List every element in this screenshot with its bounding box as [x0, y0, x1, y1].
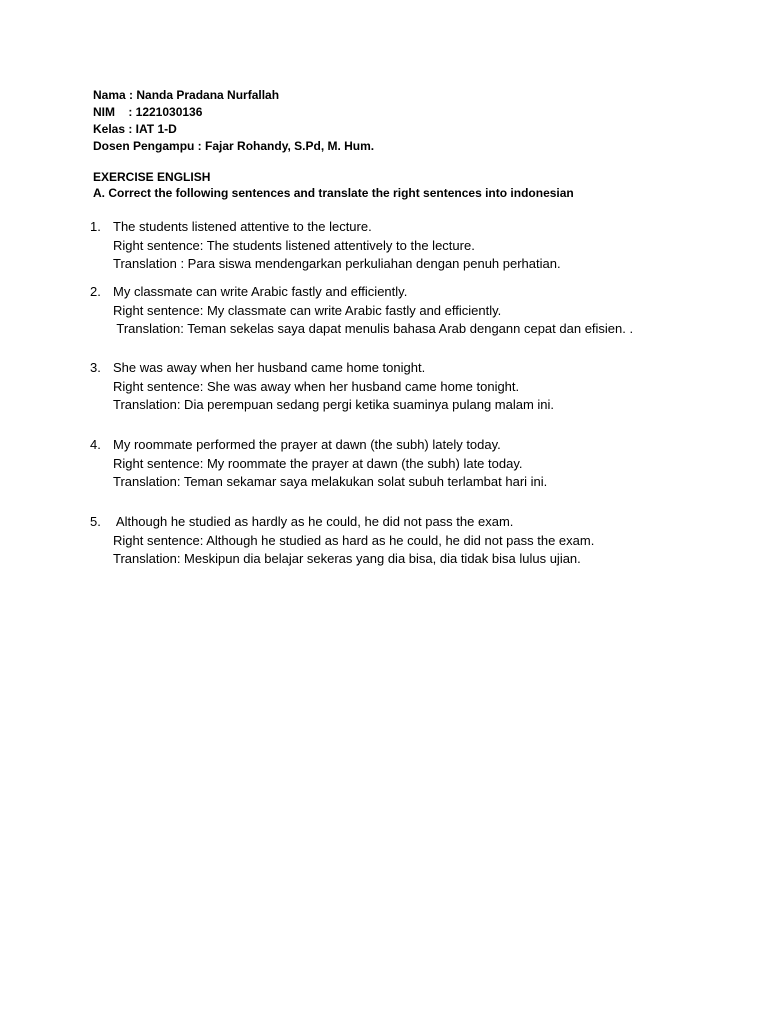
student-name: Nama : Nanda Pradana Nurfallah — [93, 88, 280, 102]
item-number: 3. — [90, 360, 101, 375]
original-sentence: She was away when her husband came home tonight. — [113, 360, 426, 375]
translation: Translation : Para siswa mendengarkan perkuliahan dengan penuh perhatian. — [113, 256, 561, 271]
item-number: 1. — [90, 219, 101, 234]
exercise-title: EXERCISE ENGLISH — [93, 170, 211, 184]
list-item — [90, 436, 730, 492]
right-sentence: Right sentence: Although he studied as hard as he could, he did not pass the exam. — [113, 532, 595, 548]
translation: Translation: Teman sekamar saya melakukan solat subuh terlambat hari ini. — [113, 474, 548, 489]
translation: Translation: Dia perempuan sedang pergi ketika suaminya pulang malam ini. — [113, 397, 555, 412]
student-info — [93, 87, 374, 155]
right-sentence: Right sentence: The students listened attentively to the lecture. — [113, 237, 475, 253]
student-class: Kelas : IAT 1-D — [93, 122, 177, 136]
original-sentence: My roommate performed the prayer at dawn (the subh) lately today. — [113, 437, 501, 452]
translation: Translation: Teman sekelas saya dapat menulis bahasa Arab dengann cepat dan efisien. . — [113, 321, 634, 336]
right-sentence: Right sentence: My classmate can write Arabic fastly and efficiently. — [113, 302, 502, 318]
item-number: 2. — [90, 284, 101, 299]
lecturer-name: Dosen Pengampu : Fajar Rohandy, S.Pd, M. Hum. — [93, 139, 375, 153]
item-number: 5. — [90, 514, 101, 529]
item-number: 4. — [90, 437, 101, 452]
right-sentence: Right sentence: My roommate the prayer at dawn (the subh) late today. — [113, 455, 523, 471]
list-item — [90, 513, 730, 569]
original-sentence: My classmate can write Arabic fastly and efficiently. — [113, 284, 408, 299]
exercise-instruction: A. Correct the following sentences and translate the right sentences into indonesian — [93, 186, 574, 200]
list-item — [90, 218, 730, 274]
right-sentence: Right sentence: She was away when her husband came home tonight. — [113, 378, 520, 394]
translation: Translation: Meskipun dia belajar sekeras yang dia bisa, dia tidak bisa lulus ujian. — [113, 551, 581, 566]
list-item — [90, 359, 730, 415]
original-sentence: Although he studied as hardly as he could, he did not pass the exam. — [113, 514, 514, 529]
original-sentence: The students listened attentive to the lecture. — [113, 219, 372, 234]
student-nim: NIM : 1221030136 — [93, 105, 203, 119]
list-item — [90, 283, 730, 339]
